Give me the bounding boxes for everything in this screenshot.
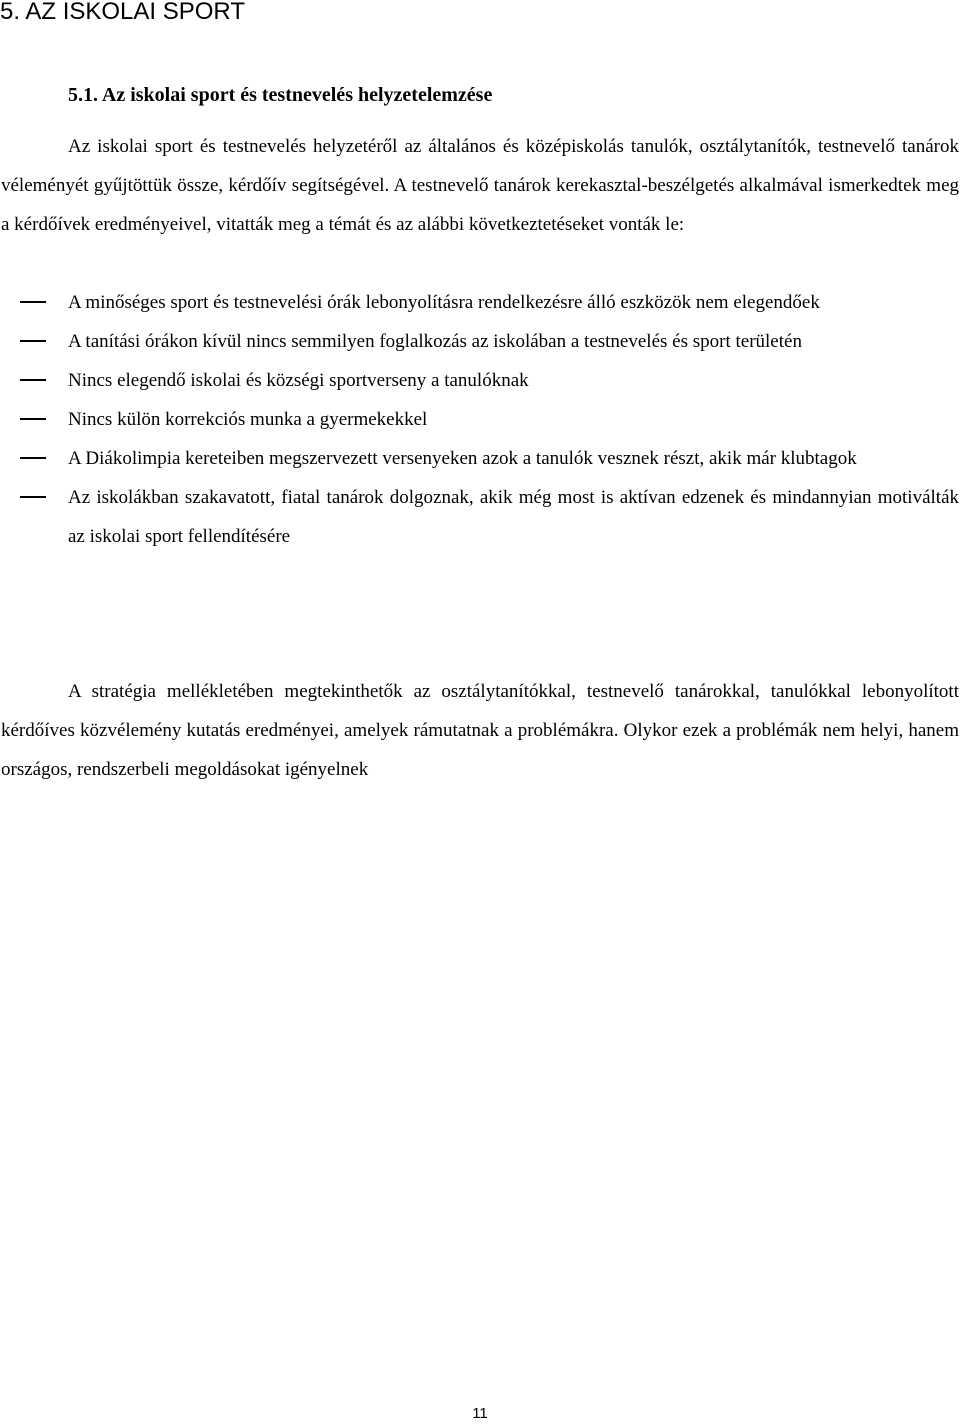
conclusions-list (0, 283, 960, 556)
dash-bullet-icon (20, 340, 46, 342)
list-item (0, 361, 960, 400)
list-item-text: Az iskolákban szakavatott, fiatal tanárok dolgoznak, akik még most is aktívan edzenek és mindannyian motiválták az iskolai sport fellendítésére (68, 487, 959, 547)
dash-bullet-icon (20, 301, 46, 303)
dash-bullet-icon (20, 496, 46, 498)
chapter-heading: 5. AZ ISKOLAI SPORT (0, 0, 245, 25)
list-item (0, 400, 960, 439)
list-item-text: A minőséges sport és testnevelési órák lebonyolításra rendelkezésre álló eszközök nem elegendőek (68, 292, 820, 313)
dash-bullet-icon (20, 457, 46, 459)
list-item-text: A tanítási órákon kívül nincs semmilyen foglalkozás az iskolában a testnevelés és sport területén (68, 331, 802, 352)
list-item-text: Nincs külön korrekciós munka a gyermekekkel (68, 409, 428, 430)
closing-paragraph: A stratégia mellékletében megtekinthetők az osztálytanítókkal, testnevelő tanárokkal, tanulókkal lebonyolított kérdőíves közvélemény kutatás eredményei, amelyek rámutatnak a problémákra. Olykor ezek a problémák nem helyi, hanem országos, rendszerbeli megoldásokat igényelnek (1, 681, 959, 780)
list-item-text: A Diákolimpia kereteiben megszervezett versenyeken azok a tanulók vesznek részt, akik már klubtagok (68, 448, 857, 469)
list-item (0, 322, 960, 361)
list-item (0, 439, 960, 478)
intro-paragraph: Az iskolai sport és testnevelés helyzetéről az általános és középiskolás tanulók, osztálytanítók, testnevelő tanárok véleményét gyűjtöttük össze, kérdőív segítségével. A testnevelő tanárok kerekasztal-beszélgetés alkalmával ismerkedtek meg a kérdőívek eredményeivel, vitatták meg a témát és az alábbi következtetéseket vonták le: (1, 136, 959, 235)
dash-bullet-icon (20, 418, 46, 420)
dash-bullet-icon (20, 379, 46, 381)
list-item-text: Nincs elegendő iskolai és községi sportverseny a tanulóknak (68, 370, 529, 391)
list-item (0, 283, 960, 322)
page-number: 11 (472, 1405, 488, 1422)
section-heading: 5.1. Az iskolai sport és testnevelés helyzetelemzése (68, 84, 493, 106)
list-item (0, 478, 960, 556)
